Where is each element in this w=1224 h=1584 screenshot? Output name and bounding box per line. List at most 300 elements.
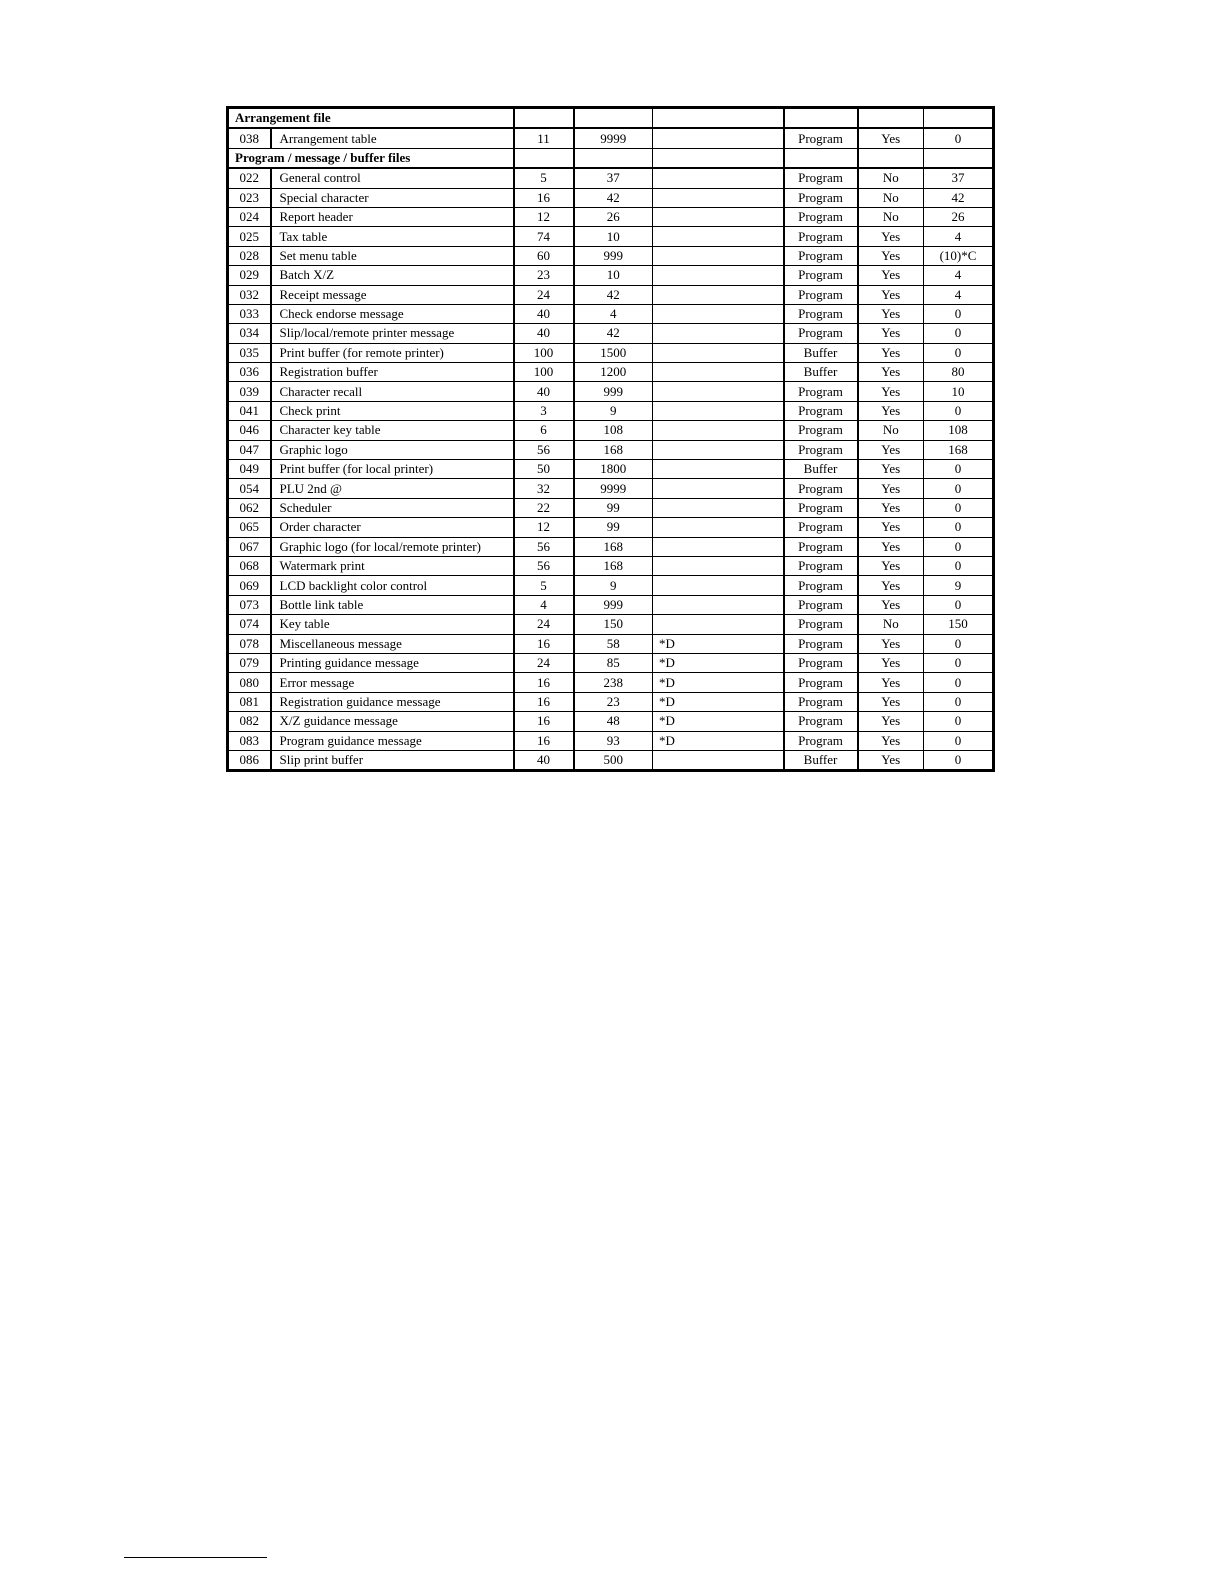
clear-flag-cell: Yes [858,401,924,420]
file-number-cell: 046 [228,421,271,440]
file-number-cell: 086 [228,750,271,770]
table-row [228,653,994,672]
file-type-cell: Program [784,653,858,672]
record-count-cell: 9999 [574,479,653,498]
clear-flag-cell: Yes [858,498,924,517]
file-name-cell: LCD backlight color control [271,576,514,595]
clear-flag-cell: No [858,188,924,207]
note-cell [653,324,784,343]
file-type-cell: Buffer [784,363,858,382]
record-count-cell: 238 [574,673,653,692]
character-count-cell: 12 [514,518,574,537]
file-type-cell: Program [784,576,858,595]
clear-flag-cell: Yes [858,285,924,304]
file-name-cell: Slip print buffer [271,750,514,770]
table-row [228,266,994,285]
table-row [228,382,994,401]
clear-flag-cell: Yes [858,128,924,148]
file-type-cell: Program [784,401,858,420]
character-count-cell: 16 [514,731,574,750]
file-name-cell: Bottle link table [271,595,514,614]
note-cell [653,285,784,304]
clear-flag-cell: No [858,207,924,226]
default-value-cell: 9 [924,576,994,595]
file-number-cell: 081 [228,692,271,711]
record-count-cell: 500 [574,750,653,770]
clear-flag-cell: Yes [858,227,924,246]
table-row [228,421,994,440]
character-count-cell: 100 [514,363,574,382]
character-count-cell: 74 [514,227,574,246]
file-name-cell: Print buffer (for local printer) [271,460,514,479]
file-number-cell: 029 [228,266,271,285]
note-cell: *D [653,731,784,750]
default-value-cell: 0 [924,673,994,692]
record-count-cell: 48 [574,712,653,731]
note-cell [653,615,784,634]
file-name-cell: Character recall [271,382,514,401]
default-value-cell: 0 [924,304,994,323]
file-number-cell: 069 [228,576,271,595]
file-type-cell: Program [784,731,858,750]
table-row [228,168,994,188]
note-cell [653,128,784,148]
character-count-cell: 24 [514,285,574,304]
record-count-cell: 42 [574,324,653,343]
table-row [228,576,994,595]
file-name-cell: PLU 2nd @ [271,479,514,498]
empty-cell [653,148,784,168]
file-name-cell: Watermark print [271,556,514,575]
file-name-cell: X/Z guidance message [271,712,514,731]
file-type-cell: Program [784,168,858,188]
note-cell [653,168,784,188]
note-cell [653,498,784,517]
file-number-cell: 074 [228,615,271,634]
table-row [228,401,994,420]
clear-flag-cell: Yes [858,731,924,750]
record-count-cell: 999 [574,382,653,401]
character-count-cell: 16 [514,692,574,711]
file-type-cell: Program [784,556,858,575]
file-name-cell: Batch X/Z [271,266,514,285]
default-value-cell: 0 [924,479,994,498]
record-count-cell: 9 [574,401,653,420]
default-value-cell: 4 [924,227,994,246]
file-number-cell: 039 [228,382,271,401]
clear-flag-cell: Yes [858,518,924,537]
default-value-cell: 0 [924,518,994,537]
file-type-cell: Program [784,266,858,285]
note-cell [653,750,784,770]
empty-cell [514,108,574,129]
character-count-cell: 12 [514,207,574,226]
note-cell [653,363,784,382]
table-row [228,692,994,711]
table-row [228,615,994,634]
default-value-cell: 0 [924,401,994,420]
note-cell [653,479,784,498]
record-count-cell: 26 [574,207,653,226]
file-number-cell: 067 [228,537,271,556]
default-value-cell: 0 [924,460,994,479]
table-row [228,595,994,614]
default-value-cell: 0 [924,595,994,614]
file-type-cell: Program [784,128,858,148]
default-value-cell: 42 [924,188,994,207]
clear-flag-cell: Yes [858,304,924,323]
character-count-cell: 4 [514,595,574,614]
record-count-cell: 42 [574,285,653,304]
file-name-cell: Receipt message [271,285,514,304]
file-type-cell: Program [784,518,858,537]
file-name-cell: Graphic logo (for local/remote printer) [271,537,514,556]
note-cell [653,556,784,575]
file-name-cell: Print buffer (for remote printer) [271,343,514,362]
empty-cell [574,148,653,168]
file-type-cell: Program [784,324,858,343]
note-cell: *D [653,653,784,672]
character-count-cell: 24 [514,615,574,634]
empty-cell [784,108,858,129]
record-count-cell: 37 [574,168,653,188]
default-value-cell: 0 [924,537,994,556]
file-number-cell: 083 [228,731,271,750]
file-number-cell: 073 [228,595,271,614]
file-type-cell: Program [784,712,858,731]
record-count-cell: 168 [574,440,653,459]
table-row [228,343,994,362]
file-number-cell: 035 [228,343,271,362]
file-name-cell: Registration guidance message [271,692,514,711]
default-value-cell: 150 [924,615,994,634]
clear-flag-cell: Yes [858,440,924,459]
file-number-cell: 025 [228,227,271,246]
character-count-cell: 40 [514,324,574,343]
file-type-cell: Program [784,595,858,614]
character-count-cell: 40 [514,382,574,401]
record-count-cell: 58 [574,634,653,653]
file-number-cell: 024 [228,207,271,226]
character-count-cell: 50 [514,460,574,479]
file-name-cell: Check endorse message [271,304,514,323]
note-cell [653,595,784,614]
file-name-cell: Character key table [271,421,514,440]
character-count-cell: 11 [514,128,574,148]
file-type-cell: Program [784,692,858,711]
empty-cell [924,108,994,129]
clear-flag-cell: Yes [858,692,924,711]
file-name-cell: Report header [271,207,514,226]
file-number-cell: 022 [228,168,271,188]
table-body [228,108,994,771]
record-count-cell: 168 [574,537,653,556]
file-number-cell: 023 [228,188,271,207]
file-name-cell: Printing guidance message [271,653,514,672]
character-count-cell: 3 [514,401,574,420]
file-name-cell: Miscellaneous message [271,634,514,653]
record-count-cell: 1500 [574,343,653,362]
clear-flag-cell: Yes [858,537,924,556]
default-value-cell: 0 [924,692,994,711]
clear-flag-cell: No [858,168,924,188]
file-name-cell: Graphic logo [271,440,514,459]
table-row [228,460,994,479]
file-number-cell: 038 [228,128,271,148]
character-count-cell: 56 [514,537,574,556]
file-number-cell: 032 [228,285,271,304]
file-type-cell: Program [784,246,858,265]
file-name-cell: Special character [271,188,514,207]
file-number-cell: 080 [228,673,271,692]
note-cell: *D [653,712,784,731]
file-name-cell: Scheduler [271,498,514,517]
table-row [228,498,994,517]
record-count-cell: 150 [574,615,653,634]
character-count-cell: 6 [514,421,574,440]
default-value-cell: 0 [924,128,994,148]
table-row [228,556,994,575]
file-number-cell: 034 [228,324,271,343]
note-cell [653,440,784,459]
file-type-cell: Program [784,207,858,226]
default-value-cell: 168 [924,440,994,459]
note-cell [653,401,784,420]
clear-flag-cell: Yes [858,750,924,770]
default-value-cell: 10 [924,382,994,401]
table-row [228,128,994,148]
section-header-row [228,148,994,168]
default-value-cell: 0 [924,556,994,575]
table-row [228,324,994,343]
file-type-cell: Program [784,285,858,304]
file-number-cell: 065 [228,518,271,537]
empty-cell [574,108,653,129]
record-count-cell: 999 [574,246,653,265]
record-count-cell: 10 [574,227,653,246]
empty-cell [858,148,924,168]
character-count-cell: 100 [514,343,574,362]
note-cell: *D [653,673,784,692]
character-count-cell: 40 [514,750,574,770]
file-name-cell: Order character [271,518,514,537]
table-row [228,750,994,770]
file-type-cell: Program [784,673,858,692]
note-cell [653,246,784,265]
file-name-cell: Program guidance message [271,731,514,750]
file-name-cell: Check print [271,401,514,420]
note-cell: *D [653,634,784,653]
default-value-cell: 0 [924,343,994,362]
empty-cell [784,148,858,168]
clear-flag-cell: Yes [858,634,924,653]
character-count-cell: 5 [514,168,574,188]
file-number-cell: 078 [228,634,271,653]
file-type-cell: Buffer [784,460,858,479]
default-value-cell: (10)*C [924,246,994,265]
section-header-row [228,108,994,129]
file-number-cell: 079 [228,653,271,672]
empty-cell [858,108,924,129]
file-type-cell: Program [784,304,858,323]
default-value-cell: 0 [924,712,994,731]
record-count-cell: 168 [574,556,653,575]
file-number-cell: 082 [228,712,271,731]
file-type-cell: Program [784,440,858,459]
record-count-cell: 99 [574,498,653,517]
table-row [228,634,994,653]
file-type-cell: Buffer [784,750,858,770]
default-value-cell: 0 [924,653,994,672]
clear-flag-cell: Yes [858,382,924,401]
file-name-cell: Error message [271,673,514,692]
note-cell [653,304,784,323]
note-cell [653,576,784,595]
empty-cell [924,148,994,168]
section-title: Program / message / buffer files [228,148,514,168]
table-row [228,440,994,459]
clear-flag-cell: Yes [858,343,924,362]
file-name-cell: Arrangement table [271,128,514,148]
file-type-cell: Program [784,498,858,517]
clear-flag-cell: Yes [858,479,924,498]
record-count-cell: 42 [574,188,653,207]
clear-flag-cell: Yes [858,595,924,614]
default-value-cell: 4 [924,285,994,304]
file-type-cell: Program [784,227,858,246]
file-number-cell: 068 [228,556,271,575]
record-count-cell: 108 [574,421,653,440]
file-type-cell: Buffer [784,343,858,362]
note-cell [653,266,784,285]
default-value-cell: 0 [924,324,994,343]
character-count-cell: 5 [514,576,574,595]
note-cell [653,207,784,226]
file-name-cell: Registration buffer [271,363,514,382]
record-count-cell: 99 [574,518,653,537]
file-type-cell: Program [784,634,858,653]
record-count-cell: 999 [574,595,653,614]
file-type-cell: Program [784,479,858,498]
record-count-cell: 1800 [574,460,653,479]
default-value-cell: 0 [924,750,994,770]
file-number-cell: 041 [228,401,271,420]
empty-cell [653,108,784,129]
note-cell [653,227,784,246]
character-count-cell: 22 [514,498,574,517]
default-value-cell: 0 [924,498,994,517]
character-count-cell: 56 [514,556,574,575]
table-row [228,712,994,731]
record-count-cell: 9 [574,576,653,595]
character-count-cell: 16 [514,188,574,207]
character-count-cell: 56 [514,440,574,459]
file-number-cell: 033 [228,304,271,323]
character-count-cell: 32 [514,479,574,498]
character-count-cell: 16 [514,634,574,653]
character-count-cell: 16 [514,673,574,692]
section-title: Arrangement file [228,108,514,129]
clear-flag-cell: Yes [858,653,924,672]
empty-cell [514,148,574,168]
record-count-cell: 85 [574,653,653,672]
default-value-cell: 4 [924,266,994,285]
default-value-cell: 0 [924,634,994,653]
file-table [226,106,995,772]
note-cell [653,421,784,440]
table-row [228,304,994,323]
footnote-rule [124,1557,267,1558]
default-value-cell: 0 [924,731,994,750]
table-row [228,673,994,692]
file-name-cell: General control [271,168,514,188]
file-name-cell: Tax table [271,227,514,246]
table-row [228,188,994,207]
file-number-cell: 036 [228,363,271,382]
file-number-cell: 047 [228,440,271,459]
character-count-cell: 60 [514,246,574,265]
record-count-cell: 10 [574,266,653,285]
clear-flag-cell: Yes [858,246,924,265]
file-type-cell: Program [784,537,858,556]
clear-flag-cell: No [858,421,924,440]
table-row [228,246,994,265]
file-name-cell: Key table [271,615,514,634]
file-type-cell: Program [784,421,858,440]
clear-flag-cell: Yes [858,363,924,382]
note-cell [653,188,784,207]
clear-flag-cell: Yes [858,460,924,479]
file-number-cell: 028 [228,246,271,265]
clear-flag-cell: Yes [858,576,924,595]
record-count-cell: 23 [574,692,653,711]
default-value-cell: 37 [924,168,994,188]
default-value-cell: 26 [924,207,994,226]
record-count-cell: 9999 [574,128,653,148]
file-number-cell: 062 [228,498,271,517]
file-type-cell: Program [784,188,858,207]
file-number-cell: 054 [228,479,271,498]
file-number-cell: 049 [228,460,271,479]
character-count-cell: 40 [514,304,574,323]
record-count-cell: 1200 [574,363,653,382]
clear-flag-cell: Yes [858,556,924,575]
table-row [228,518,994,537]
table-row [228,285,994,304]
file-type-cell: Program [784,382,858,401]
record-count-cell: 4 [574,304,653,323]
note-cell: *D [653,692,784,711]
note-cell [653,382,784,401]
clear-flag-cell: Yes [858,324,924,343]
character-count-cell: 16 [514,712,574,731]
default-value-cell: 108 [924,421,994,440]
note-cell [653,460,784,479]
default-value-cell: 80 [924,363,994,382]
file-name-cell: Slip/local/remote printer message [271,324,514,343]
clear-flag-cell: Yes [858,673,924,692]
record-count-cell: 93 [574,731,653,750]
clear-flag-cell: No [858,615,924,634]
character-count-cell: 23 [514,266,574,285]
table-row [228,537,994,556]
note-cell [653,343,784,362]
note-cell [653,518,784,537]
clear-flag-cell: Yes [858,712,924,731]
file-type-cell: Program [784,615,858,634]
clear-flag-cell: Yes [858,266,924,285]
table-row [228,227,994,246]
